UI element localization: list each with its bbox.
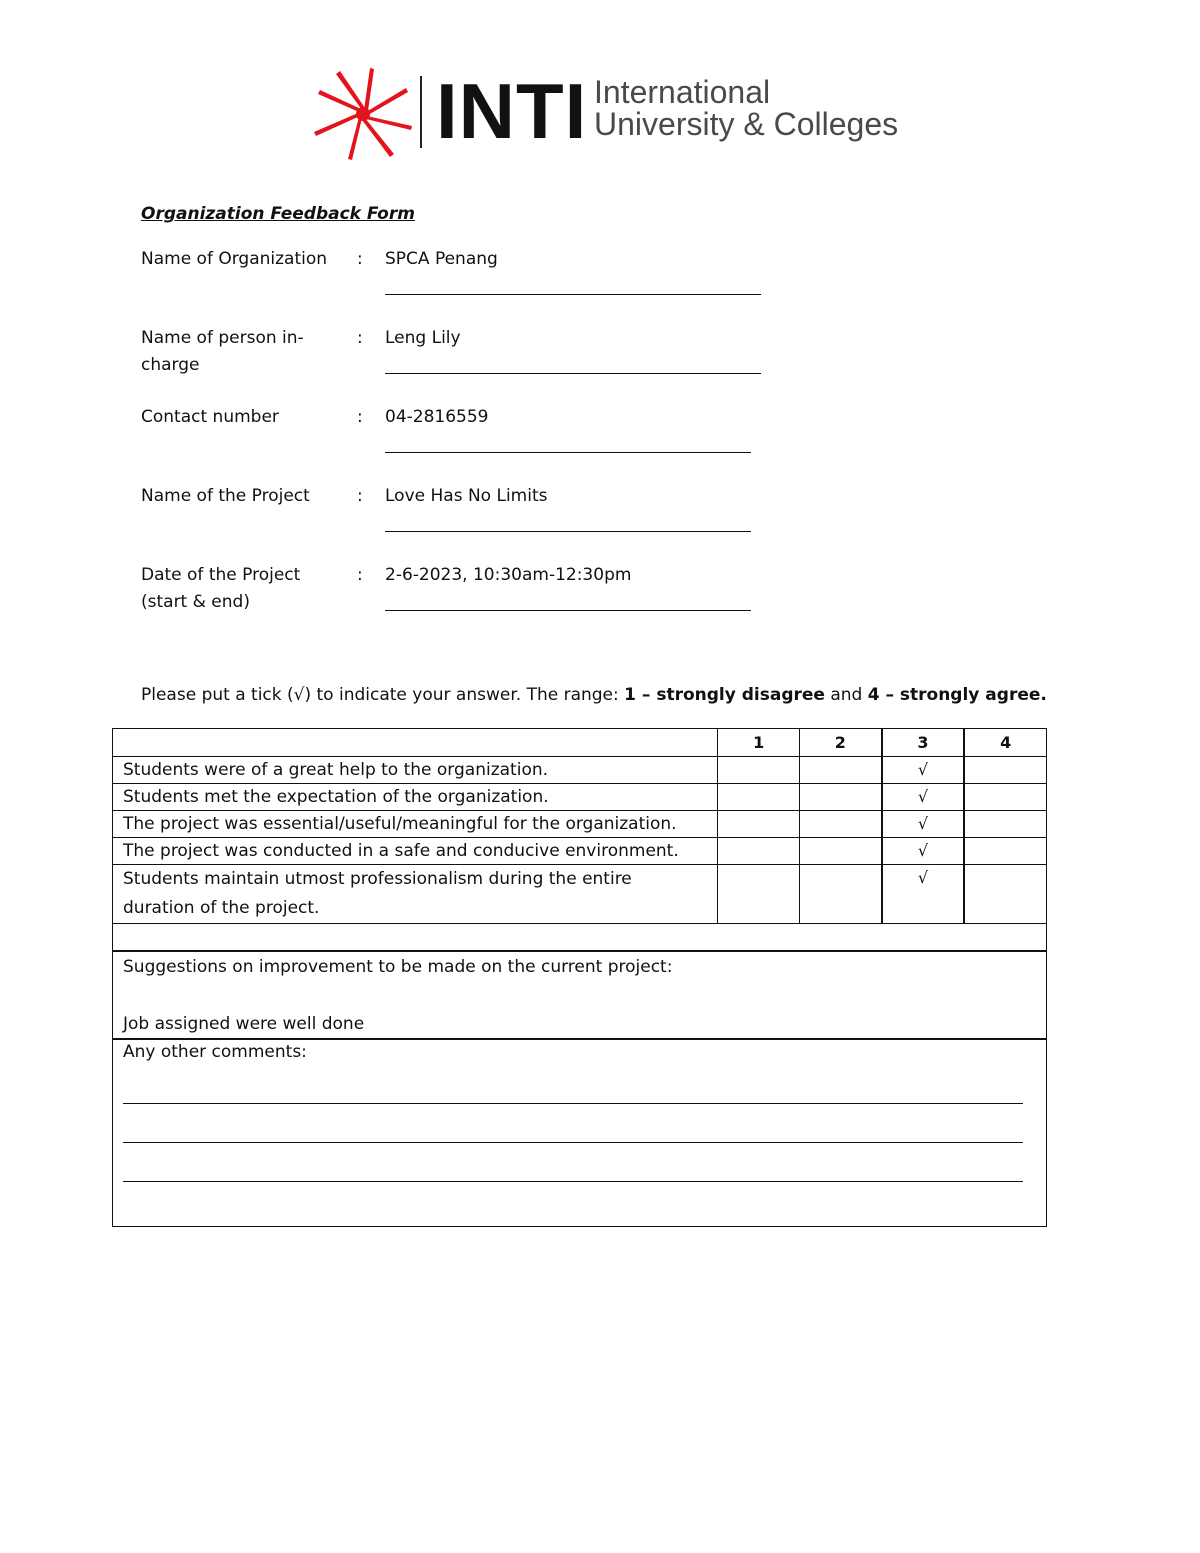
score-cell-4[interactable] — [964, 784, 1046, 811]
score-cell-4[interactable] — [964, 865, 1046, 924]
table-row — [113, 838, 1047, 865]
field-contact-number — [141, 404, 781, 464]
field-person-in-charge — [141, 325, 781, 385]
table-header-row — [113, 729, 1047, 757]
logo-divider — [420, 76, 422, 148]
instruction-part: and — [824, 685, 868, 705]
statement-cell: Students maintain utmost professionalism during the entire duration of the project. — [113, 865, 718, 924]
logo-line-2: University & Colleges — [594, 106, 899, 142]
field-colon: : — [357, 328, 363, 348]
score-cell-3[interactable] — [882, 784, 965, 811]
suggestions-label: Suggestions on improvement to be made on the current project: — [123, 957, 673, 977]
field-underline — [385, 452, 751, 453]
instruction-scale-low: 1 – strongly disagree — [624, 685, 825, 705]
spacer-row — [113, 924, 1047, 952]
scale-header-3: 3 — [882, 729, 965, 757]
score-cell-4[interactable] — [964, 757, 1046, 784]
field-label: Name of person in-charge — [141, 328, 304, 375]
spacer-cell — [113, 924, 1047, 952]
tick-mark: √ — [917, 841, 929, 860]
field-project-date — [141, 562, 781, 622]
tick-mark: √ — [917, 868, 929, 887]
comments-row — [113, 1039, 1047, 1227]
comments-cell[interactable] — [113, 1039, 1047, 1227]
statement-cell: Students were of a great help to the organization. — [113, 757, 718, 784]
table-row — [113, 784, 1047, 811]
comment-line[interactable] — [123, 1181, 1023, 1182]
comments-label: Any other comments: — [123, 1042, 307, 1062]
tick-mark: √ — [917, 760, 929, 779]
score-cell-4[interactable] — [964, 838, 1046, 865]
logo-subtitle — [594, 76, 898, 140]
form-title: Organization Feedback Form — [141, 204, 415, 224]
inti-logo — [312, 66, 899, 162]
field-organization — [141, 246, 781, 306]
instruction-scale-high: 4 – strongly agree. — [867, 685, 1047, 705]
field-label: Name of Organization — [141, 249, 328, 269]
field-value[interactable]: SPCA Penang — [385, 249, 498, 269]
scale-header-1: 1 — [718, 729, 800, 757]
field-colon: : — [357, 249, 363, 269]
field-underline — [385, 373, 761, 374]
instruction-text — [141, 685, 1047, 705]
table-row — [113, 811, 1047, 838]
statement-cell: Students met the expectation of the organization. — [113, 784, 718, 811]
score-cell-1[interactable] — [718, 811, 800, 838]
scale-header-2: 2 — [800, 729, 882, 757]
field-colon: : — [357, 486, 363, 506]
field-label: Date of the Project (start & end) — [141, 565, 301, 612]
field-label: Name of the Project — [141, 486, 310, 506]
table-header-blank — [113, 729, 718, 757]
suggestions-row — [113, 951, 1047, 1039]
field-underline — [385, 610, 751, 611]
field-underline — [385, 531, 751, 532]
suggestions-gap — [123, 980, 1036, 1011]
table-row — [113, 757, 1047, 784]
instruction-part: Please put a tick (√) to indicate your answer. The range: — [141, 685, 625, 705]
tick-mark: √ — [917, 814, 929, 833]
field-colon: : — [357, 565, 363, 585]
logo-line-1: International — [594, 74, 771, 110]
field-label: Contact number — [141, 407, 279, 427]
score-cell-2[interactable] — [800, 811, 882, 838]
field-value[interactable]: Love Has No Limits — [385, 486, 548, 506]
scale-header-4: 4 — [964, 729, 1046, 757]
suggestions-answer[interactable]: Job assigned were well done — [123, 1014, 365, 1034]
field-colon: : — [357, 407, 363, 427]
score-cell-2[interactable] — [800, 865, 882, 924]
rating-table — [112, 728, 1047, 1227]
logo-brand: INTI — [436, 67, 588, 155]
score-cell-1[interactable] — [718, 757, 800, 784]
score-cell-3[interactable] — [882, 865, 965, 924]
suggestions-cell[interactable] — [113, 951, 1047, 1039]
statement-cell: The project was conducted in a safe and conducive environment. — [113, 838, 718, 865]
table-row — [113, 865, 1047, 924]
score-cell-3[interactable] — [882, 838, 965, 865]
score-cell-2[interactable] — [800, 784, 882, 811]
field-project-name — [141, 483, 781, 543]
star-burst-icon — [312, 66, 416, 162]
comment-line[interactable] — [123, 1142, 1023, 1143]
score-cell-3[interactable] — [882, 811, 965, 838]
field-value[interactable]: 04-2816559 — [385, 407, 489, 427]
score-cell-2[interactable] — [800, 838, 882, 865]
score-cell-1[interactable] — [718, 865, 800, 924]
field-value[interactable]: Leng Lily — [385, 328, 461, 348]
score-cell-4[interactable] — [964, 811, 1046, 838]
tick-mark: √ — [917, 787, 929, 806]
field-value[interactable]: 2-6-2023, 10:30am-12:30pm — [385, 565, 632, 585]
field-underline — [385, 294, 761, 295]
comment-line[interactable] — [123, 1103, 1023, 1104]
score-cell-3[interactable] — [882, 757, 965, 784]
score-cell-1[interactable] — [718, 784, 800, 811]
statement-cell: The project was essential/useful/meaningful for the organization. — [113, 811, 718, 838]
score-cell-2[interactable] — [800, 757, 882, 784]
score-cell-1[interactable] — [718, 838, 800, 865]
